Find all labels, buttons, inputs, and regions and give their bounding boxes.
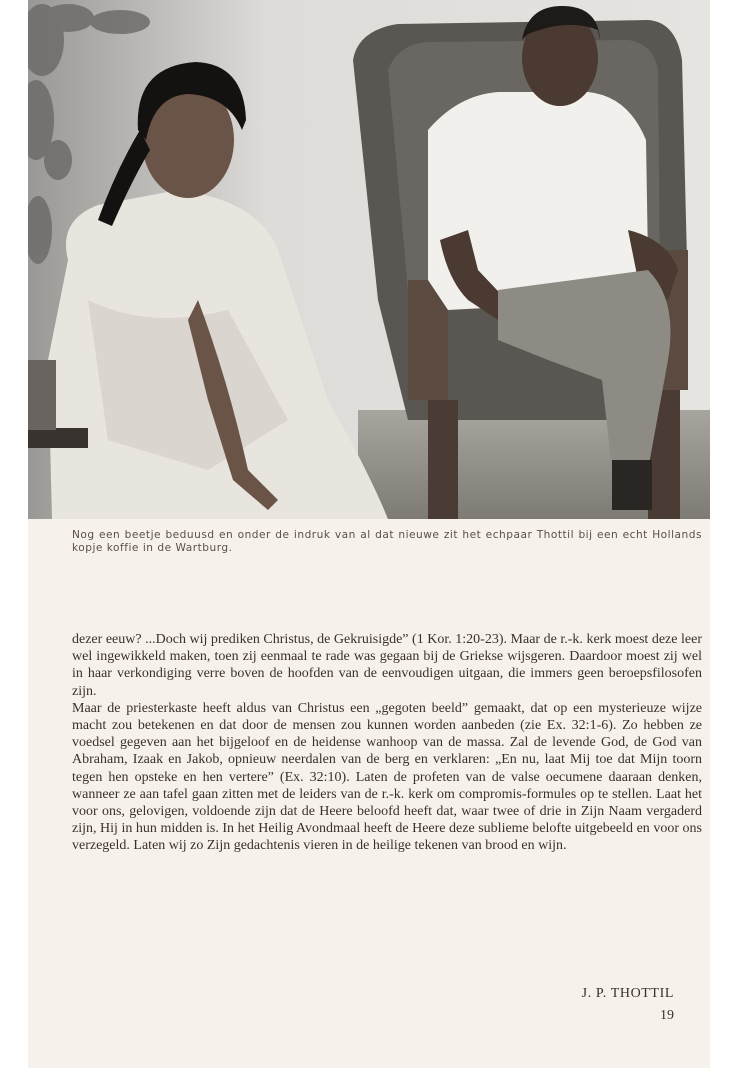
article-body — [72, 631, 702, 855]
page-number: 19 — [660, 1008, 674, 1023]
body-paragraph: Maar de priesterkaste heeft aldus van Christus een „gegoten beeld” gemaakt, dat op een mysterieuze wijze macht zou betekenen en dat door de mensen zou kunnen worden aanbeden (zie Ex. 32:1-6). Zo hebben ze voedsel gegeven aan het bijgeloof en de heidense wanhoop van de massa. Zal de levende God, de God van Abraham, Izaak en Jakob, opnieuw neerdalen van de berg en verklaren: „En nu, laat Mij toe dat Mijn toorn tegen hen opsteke en hen vertere” (Ex. 32:10). Laten de profeten van de valse oecumene daaraan denken, wanneer ze aan tafel gaan zitten met de leiders van de r.-k. kerk om compromis-formules op te stellen. Laat het voor ons, gelovigen, voldoende zijn dat de Heere beloofd heeft dat, waar twee of drie in Zijn Naam vergaderd zijn, Hij in hun midden is. In het Heilig Avondmaal heeft de Heere deze sublieme belofte uitgebeeld en voor ons verzegeld. Laten wij zo Zijn gedachtenis vieren in de heilige tekenen van brood en wijn. — [72, 700, 702, 854]
photo-couple-in-armchairs — [28, 0, 710, 519]
magazine-page — [28, 0, 710, 1068]
body-paragraph: dezer eeuw? ...Doch wij prediken Christus, de Gekruisigde” (1 Kor. 1:20-23). Maar de r.-k. kerk moest deze leer wel ingewikkeld maken, toen zij eenmaal te rade was gegaan bij de Griekse wijsgeren. Daardoor moest zij wel in haar verkondiging verre boven de hoofden van de eenvoudigen uitgaan, die immers geen beroepsfilosofen zijn. — [72, 632, 702, 699]
photo-caption: Nog een beetje beduusd en onder de indruk van al dat nieuwe zit het echpaar Thottil bij een echt Hollands kopje koffie in de Wartburg. — [72, 529, 702, 554]
author-signature: J. P. THOTTIL — [581, 986, 674, 1001]
